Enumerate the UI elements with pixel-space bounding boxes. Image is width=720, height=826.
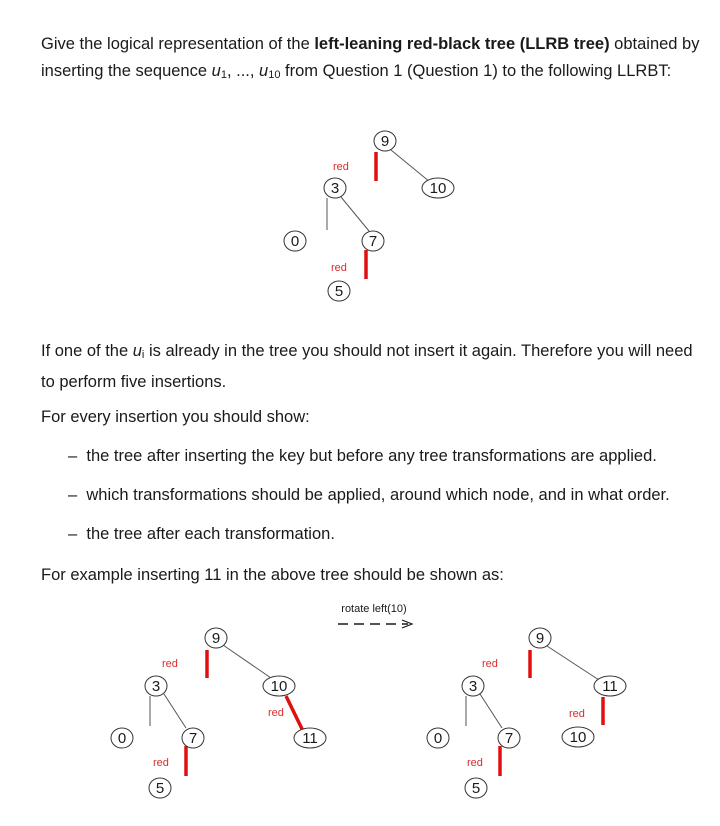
node-label: 0 (290, 233, 300, 250)
tree-node (529, 628, 551, 648)
tree-node (324, 178, 346, 198)
link-3-7 (164, 694, 186, 728)
subscript-10: 10 (268, 69, 281, 81)
node-label: 10 (569, 729, 587, 746)
var-u: u (132, 342, 142, 360)
tree-node (465, 778, 487, 798)
red-label: red (331, 262, 347, 274)
tree-before-rotation (111, 628, 326, 798)
red-label: red (467, 757, 483, 769)
var-u: u (211, 62, 221, 80)
node-label: 3 (330, 180, 340, 197)
node-label: 3 (151, 678, 161, 695)
node-label: 5 (334, 283, 344, 300)
node-label: 7 (188, 730, 198, 747)
tree-node (263, 676, 295, 696)
bullet-item: – the tree after each transformation. (68, 525, 335, 543)
ellipsis: , ..., (226, 62, 260, 80)
transformation-arrow (338, 603, 412, 628)
tree-node (562, 727, 594, 747)
node-label: 11 (602, 678, 618, 695)
red-label: red (162, 658, 178, 670)
bullet-text: the tree after inserting the key but before any tree transformations are applied. (86, 447, 657, 465)
link-9-11 (547, 646, 599, 680)
tree-node (374, 131, 396, 151)
bullet-item: – which transformations should be applied, around which node, and in what order. (68, 486, 670, 504)
link-9-10 (391, 150, 430, 182)
node-label: 3 (468, 678, 478, 695)
node-label: 7 (368, 233, 378, 250)
tree-node (284, 231, 306, 251)
bullet-item: – the tree after inserting the key but before any tree transformations are applied. (68, 447, 657, 465)
link-3-7 (341, 197, 369, 231)
tree-initial (284, 131, 454, 301)
tree-node (462, 676, 484, 696)
note-text-2: is already in the tree you should not insert it again. Therefore you will need to perform five insertions. (41, 342, 693, 391)
transformation-label: rotate left(10) (341, 603, 407, 615)
tree-node (422, 178, 454, 198)
intro-bold-term: left-leaning red-black tree (LLRB tree) (314, 35, 610, 53)
tree-node (294, 728, 326, 748)
node-label: 0 (117, 730, 127, 747)
intro-text-3: from Question 1 (Question 1) to the following LLRBT: (280, 62, 672, 80)
subscript-i: i (141, 349, 145, 361)
link-9-10 (223, 645, 271, 678)
node-label: 9 (211, 630, 221, 647)
node-label: 5 (155, 780, 165, 797)
red-label: red (153, 757, 169, 769)
tree-node (594, 676, 626, 696)
tree-node (362, 231, 384, 251)
tree-node (328, 281, 350, 301)
tree-node (427, 728, 449, 748)
red-label: red (333, 161, 349, 173)
subscript-1: 1 (220, 69, 227, 81)
node-label: 5 (471, 780, 481, 797)
tree-node (182, 728, 204, 748)
node-label: 10 (429, 180, 447, 197)
intro-text-2: obtained by inserting the sequence (41, 35, 700, 80)
red-link-10-11 (286, 696, 303, 731)
node-label: 11 (302, 730, 318, 747)
tree-node (498, 728, 520, 748)
bullet-text: which transformations should be applied, around which node, and in what order. (86, 486, 670, 504)
tree-node (205, 628, 227, 648)
tree-node (111, 728, 133, 748)
tree-after-rotation (427, 628, 626, 798)
bullet-text: the tree after each transformation. (86, 525, 335, 543)
intro-text: Give the logical representation of the (41, 35, 315, 53)
node-label: 0 (433, 730, 443, 747)
red-label: red (268, 707, 284, 719)
red-label: red (569, 708, 585, 720)
example-intro: For example inserting 11 in the above tree should be shown as: (41, 566, 504, 584)
node-label: 7 (504, 730, 514, 747)
red-label: red (482, 658, 498, 670)
var-u: u (259, 62, 269, 80)
node-label: 9 (380, 133, 390, 150)
link-3-7 (480, 694, 502, 728)
tree-node (149, 778, 171, 798)
tree-node (145, 676, 167, 696)
instruction-text: For every insertion you should show: (41, 408, 310, 426)
node-label: 9 (535, 630, 545, 647)
note-text: If one of the (41, 342, 133, 360)
node-label: 10 (270, 678, 288, 695)
